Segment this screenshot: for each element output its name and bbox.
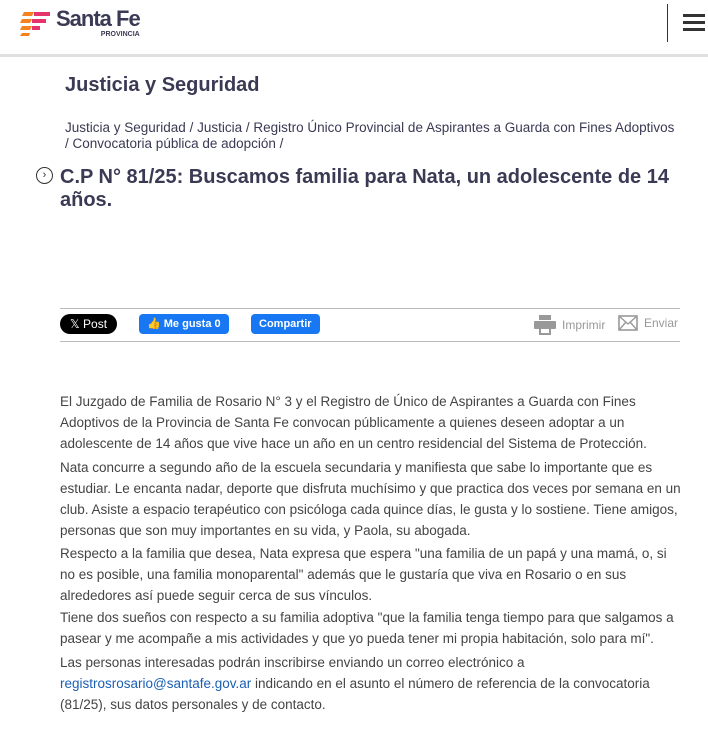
print-label: Imprimir [562, 318, 606, 332]
divider [667, 4, 668, 42]
envelope-icon [618, 315, 638, 331]
chevron-right-icon: › [36, 167, 53, 184]
section-title: Justicia y Seguridad [65, 74, 260, 96]
share-bar [60, 308, 680, 342]
page-title: C.P N° 81/25: Buscamos familia para Nata, un adolescente de 14 años. [60, 166, 669, 211]
facebook-share-button[interactable]: Compartir [251, 314, 320, 334]
logo-name: Santa Fe [56, 6, 140, 31]
body-text: indicando en el asunto el número de referencia de la convocatoria (81/25), sus datos personales y de contacto. [60, 676, 650, 712]
like-label: Me gusta 0 [163, 318, 221, 330]
breadcrumb: Justicia y Seguridad / Justicia / Registro Único Provincial de Aspirantes a Guarda con Fines Adoptivos / Convocatoria pública de adopción / [65, 120, 675, 151]
email-link[interactable]: registrosrosario@santafe.gov.ar [60, 676, 252, 691]
send-button[interactable] [618, 315, 678, 331]
body-text: Las personas interesadas podrán inscribirse enviando un correo electrónico a [60, 655, 525, 670]
hamburger-icon[interactable] [683, 14, 705, 35]
breadcrumb-item[interactable]: Justicia [197, 120, 243, 135]
body-paragraph: Nata concurre a segundo año de la escuela secundaria y manifiesta que sabe lo importante que es estudiar. Le encanta nadar, deporte que disfruta muchísimo y que practica dos veces por semana en un club. Asiste a espacio terapéutico con psicóloga cada quince días, le gusta y lo sostiene. Tiene amigos, personas que son muy importantes en su vida, y Paola, su abogada. [60, 460, 681, 538]
santa-fe-logo[interactable] [20, 8, 140, 38]
breadcrumb-item[interactable]: Convocatoria pública de adopción [72, 136, 276, 151]
body-paragraph: Respecto a la familia que desea, Nata expresa que espera "una familia de un papá y una mamá, o, si no es posible, una familia monoparental" además que le gustaría que viva en Rosario o en sus alrededores así puede seguir cerca de sus vínculos. [60, 546, 667, 603]
body-paragraph [60, 652, 685, 715]
site-header [0, 0, 708, 57]
print-button[interactable] [534, 315, 605, 335]
printer-icon [534, 315, 556, 335]
body-paragraph: Tiene dos sueños con respecto a su familia adoptiva "que la familia tenga tiempo para que salgamos a pasear y me acompañe a mis actividades y que yo pueda tener mi propia habitación, solo para mí". [60, 610, 674, 646]
send-label: Enviar [644, 316, 679, 330]
breadcrumb-item[interactable]: Registro Único Provincial de Aspirantes a Guarda con Fines Adoptivos [253, 120, 675, 135]
x-post-button[interactable]: 𝕏 Post [60, 314, 117, 334]
x-post-label: Post [83, 317, 108, 331]
body-paragraph: El Juzgado de Familia de Rosario N° 3 y el Registro de Único de Aspirantes a Guarda con Fines Adoptivos de la Provincia de Santa Fe convocan públicamente a quienes deseen adoptar a un adolescente de 14 años que vive hace un año en un centro residencial del Sistema de Protección. [60, 394, 647, 451]
logo-flag-icon [20, 10, 52, 36]
breadcrumb-item[interactable]: Justicia y Seguridad [65, 120, 186, 135]
facebook-like-button[interactable]: 👍 Me gusta 0 [139, 314, 229, 334]
logo-sub: PROVINCIA [100, 31, 140, 38]
